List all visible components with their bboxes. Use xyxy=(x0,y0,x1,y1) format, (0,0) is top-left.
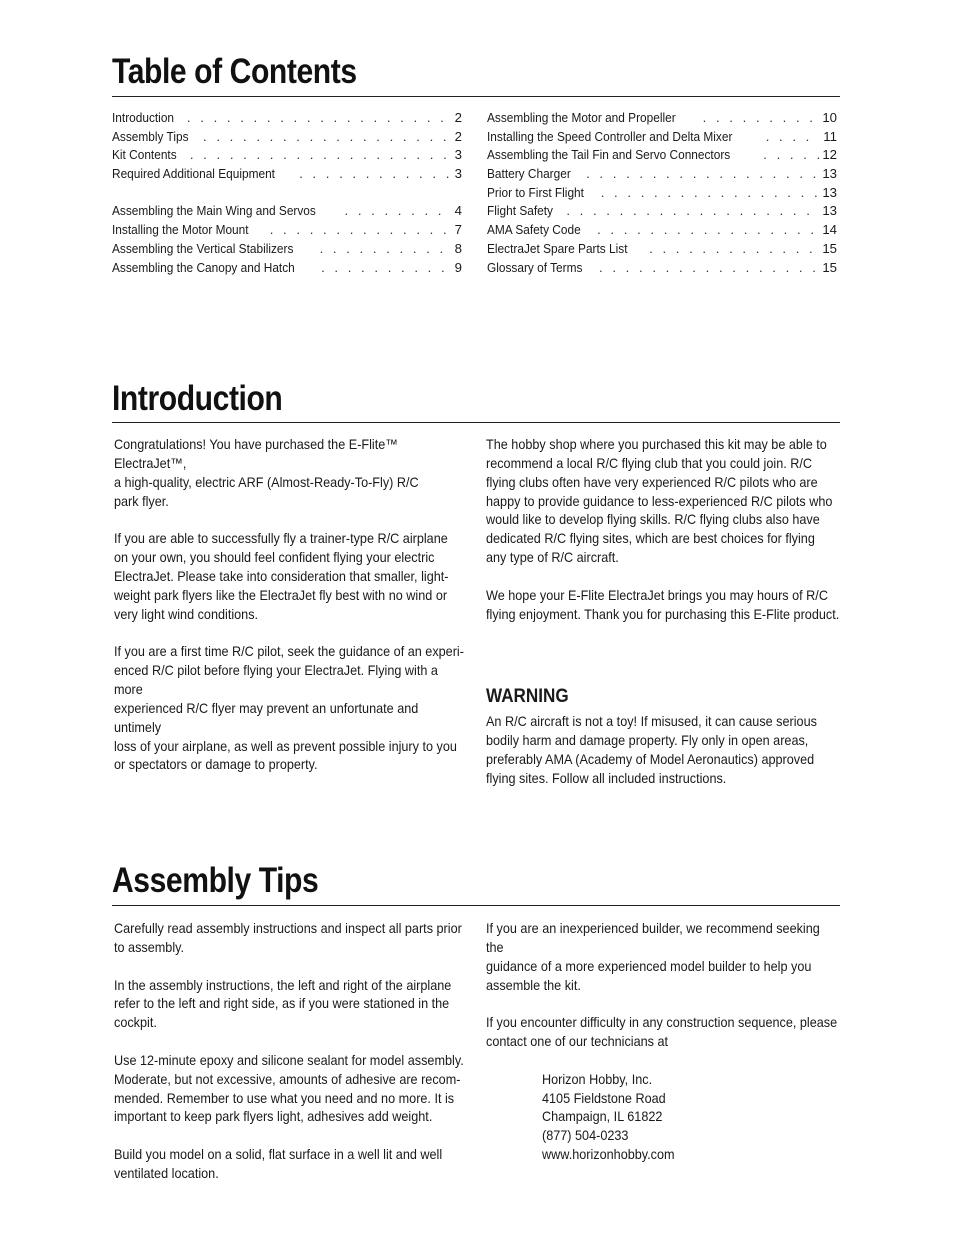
toc-entry-title: Assembling the Tail Fin and Servo Connectors xyxy=(487,147,731,163)
warning-heading: WARNING xyxy=(486,686,569,707)
toc-leader-dots xyxy=(766,128,821,147)
toc-entry-title: Battery Charger xyxy=(487,166,571,182)
toc-entry-title: Introduction xyxy=(112,110,175,125)
assembly-tips-paragraph: If you are an inexperienced builder, we recommend seeking the guidance of a more experienced model builder to help you assemble the kit. xyxy=(486,921,820,993)
toc-leader-dots xyxy=(321,259,452,278)
toc-entry[interactable] xyxy=(112,128,462,147)
address-city: Champaign, IL 61822 xyxy=(542,1109,663,1125)
toc-entry-title: Installing the Motor Mount xyxy=(112,222,249,238)
assembly-tips-heading: Assembly Tips xyxy=(112,861,319,900)
toc-entry-page: 7 xyxy=(454,222,462,238)
toc-leader-dots xyxy=(270,221,452,240)
introduction-left-column xyxy=(114,436,469,794)
toc-entry-title: Assembling the Main Wing and Servos xyxy=(112,203,316,219)
toc-entry-title: Required Additional Equipment xyxy=(112,166,275,182)
toc-leader-dots xyxy=(649,240,819,259)
toc-entry-title: Flight Safety xyxy=(487,203,553,219)
address-company: Horizon Hobby, Inc. xyxy=(542,1071,653,1087)
assembly-tips-right-column xyxy=(486,920,841,1165)
toc-leader-dots xyxy=(299,165,452,184)
toc-leader-dots xyxy=(763,146,819,165)
toc-entry[interactable] xyxy=(112,202,462,221)
toc-leader-dots xyxy=(566,202,819,221)
toc-leader-dots xyxy=(203,128,452,147)
toc-entry-title: Prior to First Flight xyxy=(487,184,584,200)
address-website: www.horizonhobby.com xyxy=(542,1147,675,1163)
toc-entry-page: 8 xyxy=(454,240,462,256)
toc-entry-page: 13 xyxy=(822,203,837,219)
toc-entry-title: Assembling the Vertical Stabilizers xyxy=(112,240,294,256)
toc-entry[interactable] xyxy=(112,221,462,240)
contact-address xyxy=(486,1071,841,1165)
toc-entry-title: Assembling the Motor and Propeller xyxy=(487,110,676,125)
toc-entry[interactable] xyxy=(112,109,462,128)
toc-leader-dots xyxy=(345,202,452,221)
toc-leader-dots xyxy=(187,109,452,128)
assembly-tips-paragraph: Carefully read assembly instructions and inspect all parts prior to assembly. xyxy=(114,921,462,955)
toc-entry-page: 3 xyxy=(454,147,462,163)
toc-entry-page: 13 xyxy=(822,166,837,182)
toc-entry[interactable] xyxy=(487,259,837,278)
toc-leader-dots xyxy=(703,109,820,128)
toc-entry-title: AMA Safety Code xyxy=(487,222,581,238)
toc-entry[interactable] xyxy=(112,165,462,184)
assembly-tips-paragraph: In the assembly instructions, the left and right of the airplane refer to the left and right side, as if you were stationed in the cockpit. xyxy=(114,977,452,1031)
toc-leader-dots xyxy=(601,184,820,203)
toc-entry-page: 2 xyxy=(454,128,462,144)
toc-left-column xyxy=(112,109,462,277)
toc-heading: Table of Contents xyxy=(112,52,357,91)
assembly-tips-paragraph: Build you model on a solid, flat surface in a well lit and well ventilated location. xyxy=(114,1147,443,1181)
toc-spacer xyxy=(112,184,462,203)
assembly-tips-left-column xyxy=(114,920,469,1203)
assembly-tips-paragraph: If you encounter difficulty in any construction sequence, please contact one of our technicians at xyxy=(486,1015,838,1050)
introduction-paragraph: If you are a first time R/C pilot, seek the guidance of an experi- enced R/C pilot before flying your ElectraJet. Flying with a more experienced R/C flyer may prevent an unfortunate and untimely loss of your airplane, as well as prevent possible injury to you or spectators or damage to property. xyxy=(114,644,464,773)
toc-entry[interactable] xyxy=(112,240,462,259)
toc-entry[interactable] xyxy=(487,221,837,240)
introduction-paragraph: Congratulations! You have purchased the E-Flite™ ElectraJet™, a high-quality, electric ARF (Almost-Ready-To-Fly) R/C park flyer. xyxy=(114,437,419,509)
assembly-tips-paragraph: Use 12-minute epoxy and silicone sealant for model assembly. Moderate, but not excessive, amounts of adhesive are recom- mended. Remember to use what you need and no more. It is important to keep park flyers light, adhesives add weight. xyxy=(114,1052,464,1125)
toc-leader-dots xyxy=(190,146,452,165)
toc-entry-page: 15 xyxy=(822,259,837,275)
toc-entry[interactable] xyxy=(487,109,837,128)
toc-entry[interactable] xyxy=(112,259,462,278)
toc-entry[interactable] xyxy=(487,146,837,165)
toc-entry-page: 10 xyxy=(822,110,837,125)
toc-leader-dots xyxy=(586,165,819,184)
introduction-right-column xyxy=(486,436,841,643)
introduction-paragraph: We hope your E-Flite ElectraJet brings you may hours of R/C flying enjoyment. Thank you for purchasing this E-Flite product. xyxy=(486,587,840,622)
toc-entry-page: 3 xyxy=(454,166,462,182)
toc-entry-title: Assembly Tips xyxy=(112,128,189,144)
toc-entry-page: 12 xyxy=(822,147,837,163)
toc-right-column xyxy=(487,109,837,277)
toc-entry-title: ElectraJet Spare Parts List xyxy=(487,240,628,256)
toc-rule xyxy=(112,96,840,97)
toc-entry-page: 9 xyxy=(454,259,462,275)
toc-entry-page: 11 xyxy=(823,128,837,144)
toc-entry-page: 2 xyxy=(454,110,462,125)
assembly-tips-rule xyxy=(112,905,840,906)
introduction-paragraph: If you are able to successfully fly a trainer-type R/C airplane on your own, you should feel confident flying your electric ElectraJet. Please take into consideration that smaller, light- weight park flyers like the ElectraJet fly best with no wind or very light wind conditions. xyxy=(114,531,449,622)
address-phone: (877) 504-0233 xyxy=(542,1128,629,1144)
toc-entry-page: 15 xyxy=(822,240,837,256)
toc-entry[interactable] xyxy=(487,240,837,259)
toc-entry[interactable] xyxy=(487,165,837,184)
toc-leader-dots xyxy=(597,221,819,240)
toc-entry[interactable] xyxy=(487,128,837,147)
toc-entry[interactable] xyxy=(112,146,462,165)
toc-entry-title: Assembling the Canopy and Hatch xyxy=(112,259,295,275)
introduction-rule xyxy=(112,422,840,423)
warning-block xyxy=(486,713,841,807)
toc-entry-page: 4 xyxy=(454,203,462,219)
toc-entry-title: Installing the Speed Controller and Delta Mixer xyxy=(487,128,733,144)
toc-leader-dots xyxy=(599,259,819,278)
toc-entry[interactable] xyxy=(487,184,837,203)
toc-entry-title: Glossary of Terms xyxy=(487,259,583,275)
toc-leader-dots xyxy=(320,240,452,259)
toc-entry-title: Kit Contents xyxy=(112,147,177,163)
toc-entry[interactable] xyxy=(487,202,837,221)
address-street: 4105 Fieldstone Road xyxy=(542,1090,666,1106)
toc-entry-page: 13 xyxy=(822,184,837,200)
toc-entry-page: 14 xyxy=(822,222,837,238)
introduction-paragraph: The hobby shop where you purchased this kit may be able to recommend a local R/C flying club that you could join. R/C flying clubs often have very experienced R/C pilots who are happy to provide guidance to less-experienced R/C pilots who would like to develop flying skills. R/C flying clubs also have dedicated R/C flying sites, which are best choices for flying any type of R/C aircraft. xyxy=(486,437,833,566)
warning-text: An R/C aircraft is not a toy! If misused, it can cause serious bodily harm and damage property. Fly only in open areas, preferably AMA (Academy of Model Aeronautics) approved flying sites. Follow all included instructions. xyxy=(486,714,817,786)
introduction-heading: Introduction xyxy=(112,379,283,418)
